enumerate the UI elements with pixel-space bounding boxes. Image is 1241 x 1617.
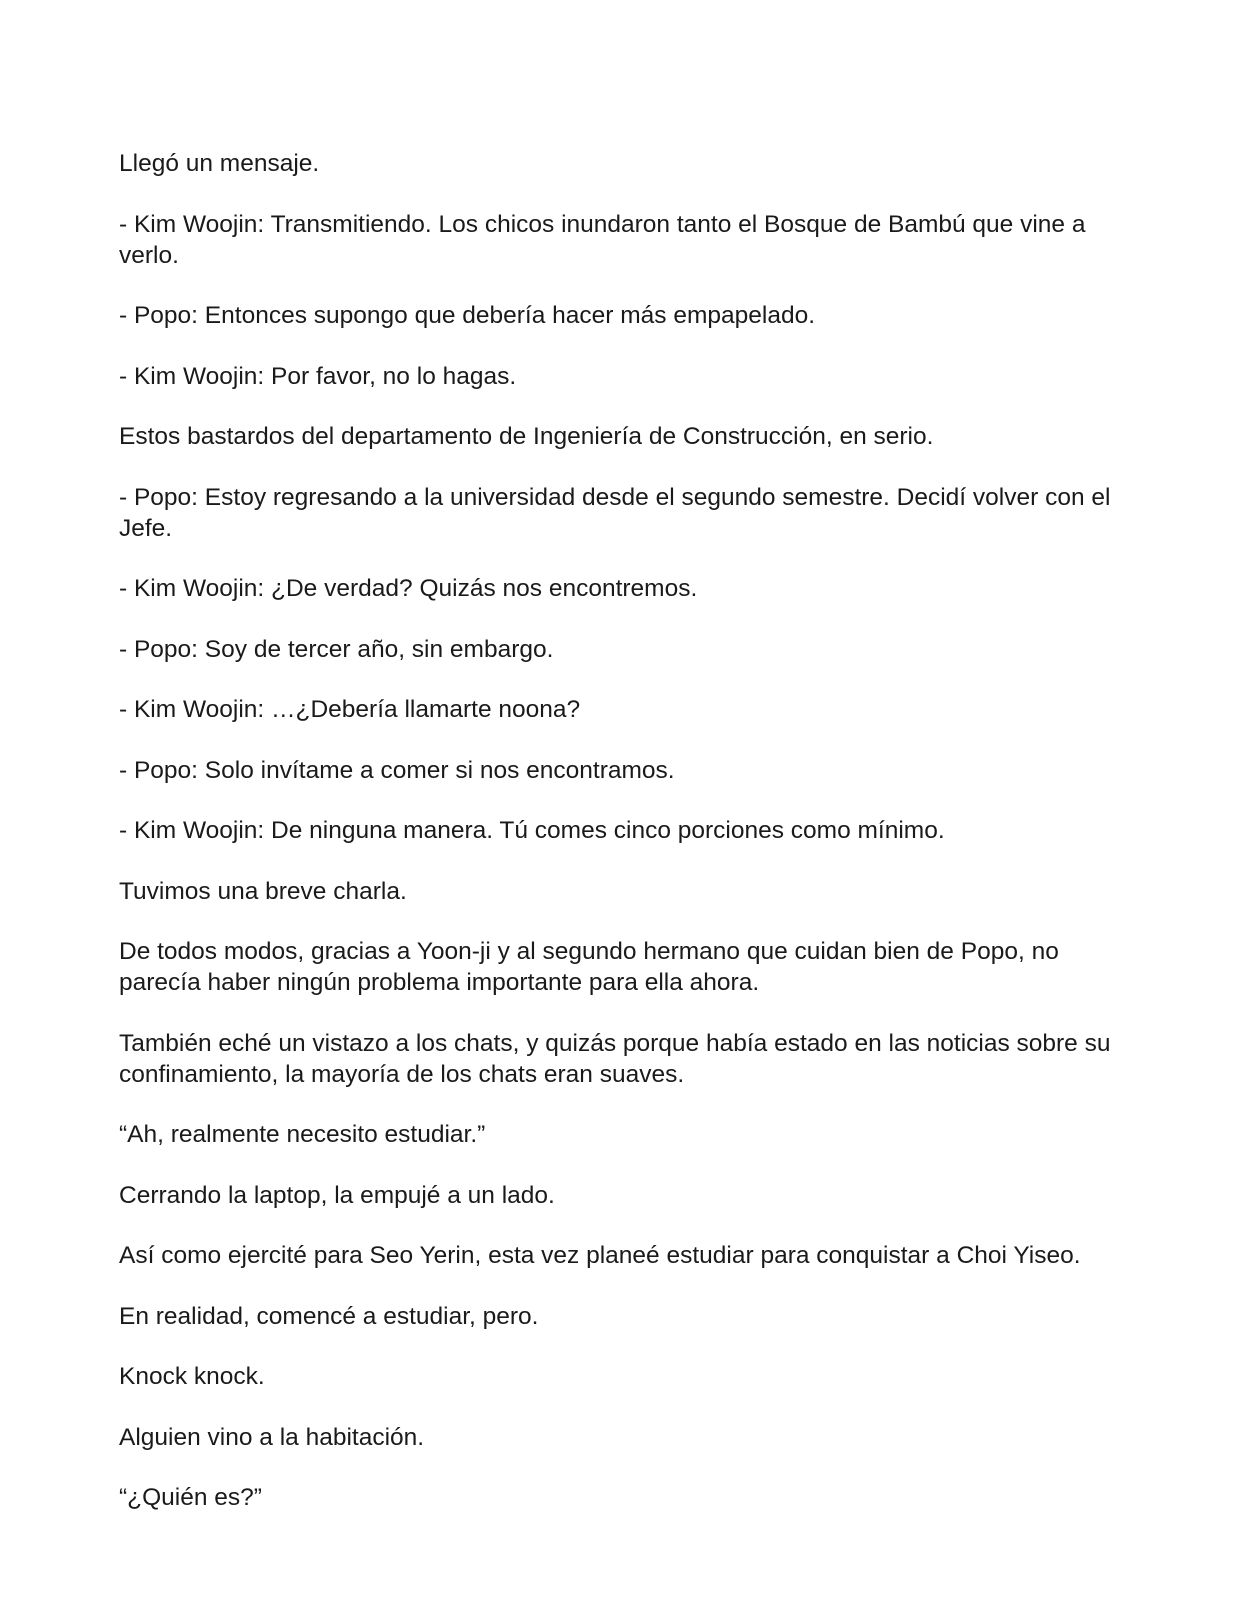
paragraph: Llegó un mensaje.: [119, 150, 320, 177]
paragraph: - Popo: Soy de tercer año, sin embargo.: [119, 635, 554, 663]
paragraph: - Kim Woojin: ¿De verdad? Quizás nos encontremos.: [119, 575, 698, 602]
paragraph: - Kim Woojin: De ninguna manera. Tú comes cinco porciones como mínimo.: [119, 817, 945, 844]
paragraph: “¿Quién es?”: [119, 1484, 262, 1511]
paragraph: Knock knock.: [119, 1363, 265, 1390]
paragraph: - Kim Woojin: Por favor, no lo hagas.: [119, 362, 517, 390]
paragraph: “Ah, realmente necesito estudiar.”: [119, 1121, 486, 1148]
paragraph: - Kim Woojin: …¿Debería llamarte noona?: [119, 696, 581, 723]
paragraph: - Kim Woojin: Transmitiendo. Los chicos inundaron tanto el Bosque de Bambú que vine a verlo.: [119, 210, 1086, 269]
document-body: [119, 148, 1129, 1543]
paragraph: En realidad, comencé a estudiar, pero.: [119, 1302, 539, 1330]
paragraph: Así como ejercité para Seo Yerin, esta vez planeé estudiar para conquistar a Choi Yiseo.: [119, 1242, 1081, 1269]
paragraph: - Popo: Entonces supongo que debería hacer más empapelado.: [119, 302, 816, 329]
paragraph: De todos modos, gracias a Yoon-ji y al segundo hermano que cuidan bien de Popo, no parecía haber ningún problema importante para ella ahora.: [119, 938, 1059, 996]
paragraph: Cerrando la laptop, la empujé a un lado.: [119, 1181, 555, 1209]
paragraph: - Popo: Estoy regresando a la universidad desde el segundo semestre. Decidí volver con el Jefe.: [119, 483, 1111, 542]
paragraph: También eché un vistazo a los chats, y quizás porque había estado en las noticias sobre su confinamiento, la mayoría de los chats eran suaves.: [119, 1029, 1111, 1088]
paragraph: Tuvimos una breve charla.: [119, 877, 407, 905]
paragraph: Estos bastardos del departamento de Ingeniería de Construcción, en serio.: [119, 423, 934, 450]
paragraph: Alguien vino a la habitación.: [119, 1423, 425, 1451]
paragraph: - Popo: Solo invítame a comer si nos encontramos.: [119, 756, 675, 784]
